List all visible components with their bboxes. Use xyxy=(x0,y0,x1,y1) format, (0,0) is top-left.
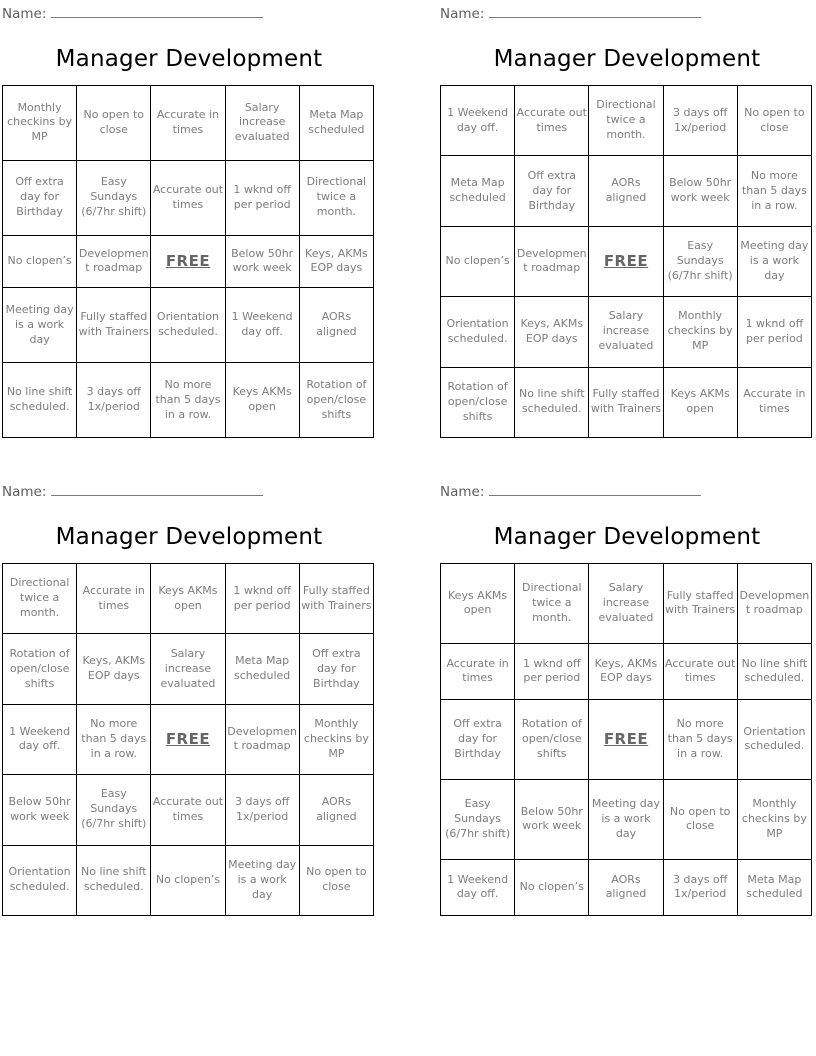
bingo-cell[interactable]: Accurate out times xyxy=(151,775,225,845)
bingo-cell[interactable]: AORs aligned xyxy=(299,775,373,845)
name-label: Name: xyxy=(2,6,47,22)
grid-row xyxy=(441,297,812,367)
bingo-cell[interactable]: Keys AKMs open xyxy=(441,564,515,644)
bingo-cell[interactable]: Keys, AKMs EOP days xyxy=(299,235,373,287)
grid-row xyxy=(441,643,812,699)
name-row xyxy=(2,482,376,500)
grid-row xyxy=(3,363,374,438)
name-blank-line[interactable] xyxy=(51,482,263,496)
bingo-cell[interactable]: Off extra day for Birthday xyxy=(299,634,373,704)
bingo-grid xyxy=(440,563,812,916)
grid-row xyxy=(441,86,812,156)
bingo-cell[interactable]: Directional twice a month. xyxy=(3,564,77,634)
bingo-grid xyxy=(440,85,812,438)
name-label: Name: xyxy=(440,484,485,500)
bingo-cell[interactable]: 1 wknd off per period xyxy=(225,160,299,235)
bingo-cell[interactable]: Accurate in times xyxy=(441,643,515,699)
bingo-cell[interactable]: Directional twice a month. xyxy=(589,86,663,156)
free-cell[interactable]: FREE xyxy=(589,699,663,779)
bingo-cell[interactable]: No more than 5 days in a row. xyxy=(151,363,225,438)
grid-row xyxy=(441,564,812,644)
bingo-cell[interactable]: AORs aligned xyxy=(589,859,663,915)
bingo-cell[interactable]: AORs aligned xyxy=(299,288,373,363)
grid-row xyxy=(441,859,812,915)
bingo-cell[interactable]: Salary increase evaluated xyxy=(225,86,299,161)
bingo-cell[interactable]: Directional twice a month. xyxy=(299,160,373,235)
bingo-cell[interactable]: Accurate in times xyxy=(151,86,225,161)
free-cell[interactable]: FREE xyxy=(151,704,225,774)
bingo-cell[interactable]: Salary increase evaluated xyxy=(589,564,663,644)
bingo-cell[interactable]: No clopen’s xyxy=(515,859,589,915)
bingo-cell[interactable]: No clopen’s xyxy=(441,226,515,296)
bingo-cell[interactable]: No open to close xyxy=(77,86,151,161)
name-row xyxy=(2,4,376,22)
bingo-cell[interactable]: No open to close xyxy=(663,779,737,859)
card-title: Manager Development xyxy=(55,524,323,550)
bingo-cell[interactable]: Accurate out times xyxy=(515,86,589,156)
bingo-cell[interactable]: Off extra day for Birthday xyxy=(441,699,515,779)
bingo-cell[interactable]: No more than 5 days in a row. xyxy=(663,699,737,779)
bingo-cell[interactable]: Meeting day is a work day xyxy=(737,226,811,296)
bingo-cell[interactable]: Accurate in times xyxy=(77,564,151,634)
bingo-cell[interactable]: Fully staffed with Trainers xyxy=(663,564,737,644)
bingo-cell[interactable]: No open to close xyxy=(299,845,373,915)
grid-row xyxy=(441,699,812,779)
bingo-cell[interactable]: Rotation of open/close shifts xyxy=(299,363,373,438)
bingo-cell[interactable]: 1 Weekend day off. xyxy=(225,288,299,363)
grid-row xyxy=(3,86,374,161)
card-title: Manager Development xyxy=(493,524,761,550)
bingo-cell[interactable]: Orientation scheduled. xyxy=(151,288,225,363)
bingo-cell[interactable]: No open to close xyxy=(737,86,811,156)
name-row xyxy=(440,4,814,22)
grid-row xyxy=(3,704,374,774)
grid-row xyxy=(3,160,374,235)
bingo-cell[interactable]: Orientation scheduled. xyxy=(441,297,515,367)
bingo-cell[interactable]: No line shift scheduled. xyxy=(515,367,589,437)
bingo-cell[interactable]: Monthly checkins by MP xyxy=(3,86,77,161)
bingo-cell[interactable]: Easy Sundays (6/7hr shift) xyxy=(77,775,151,845)
bingo-grid xyxy=(2,85,374,438)
name-label: Name: xyxy=(2,484,47,500)
bingo-cell[interactable]: Development roadmap xyxy=(225,704,299,774)
name-blank-line[interactable] xyxy=(489,482,701,496)
bingo-cell[interactable]: No more than 5 days in a row. xyxy=(77,704,151,774)
bingo-cell[interactable]: Monthly checkins by MP xyxy=(737,779,811,859)
bingo-cell[interactable]: Meta Map scheduled xyxy=(299,86,373,161)
grid-row xyxy=(441,226,812,296)
bingo-cell[interactable]: Off extra day for Birthday xyxy=(515,156,589,226)
bingo-cell[interactable]: Keys AKMs open xyxy=(663,367,737,437)
bingo-cell[interactable]: Easy Sundays (6/7hr shift) xyxy=(663,226,737,296)
free-cell[interactable]: FREE xyxy=(151,235,225,287)
bingo-cell[interactable]: No line shift scheduled. xyxy=(737,643,811,699)
bingo-cell[interactable]: Directional twice a month. xyxy=(515,564,589,644)
bingo-cell[interactable]: 1 wknd off per period xyxy=(515,643,589,699)
bingo-cell[interactable]: Meeting day is a work day xyxy=(3,288,77,363)
name-blank-line[interactable] xyxy=(489,4,701,18)
bingo-cell[interactable]: Keys AKMs open xyxy=(151,564,225,634)
bingo-cell[interactable]: Below 50hr work week xyxy=(3,775,77,845)
bingo-cell[interactable]: 1 wknd off per period xyxy=(225,564,299,634)
bingo-cell[interactable]: 3 days off 1x/period xyxy=(663,86,737,156)
bingo-cell[interactable]: Rotation of open/close shifts xyxy=(3,634,77,704)
bingo-cell[interactable]: Accurate out times xyxy=(663,643,737,699)
bingo-cell[interactable]: Below 50hr work week xyxy=(515,779,589,859)
bingo-grid xyxy=(2,563,374,916)
grid-row xyxy=(3,634,374,704)
grid-row xyxy=(3,288,374,363)
name-row xyxy=(440,482,814,500)
grid-row xyxy=(3,845,374,915)
bingo-cell[interactable]: 1 Weekend day off. xyxy=(441,86,515,156)
bingo-cell[interactable]: No more than 5 days in a row. xyxy=(737,156,811,226)
bingo-cell[interactable]: Meta Map scheduled xyxy=(225,634,299,704)
bingo-cell[interactable]: Below 50hr work week xyxy=(225,235,299,287)
card-title: Manager Development xyxy=(493,46,761,72)
bingo-cell[interactable]: Keys, AKMs EOP days xyxy=(515,297,589,367)
bingo-cell[interactable]: Development roadmap xyxy=(737,564,811,644)
bingo-cell[interactable]: Development roadmap xyxy=(515,226,589,296)
card-title: Manager Development xyxy=(55,46,323,72)
bingo-cell[interactable]: Salary increase evaluated xyxy=(151,634,225,704)
free-cell[interactable]: FREE xyxy=(589,226,663,296)
bingo-cell[interactable]: Easy Sundays (6/7hr shift) xyxy=(77,160,151,235)
grid-row xyxy=(441,367,812,437)
bingo-cell[interactable]: Below 50hr work week xyxy=(663,156,737,226)
bingo-cell[interactable]: Development roadmap xyxy=(77,235,151,287)
bingo-cell[interactable]: 1 Weekend day off. xyxy=(441,859,515,915)
bingo-cell[interactable]: No clopen’s xyxy=(3,235,77,287)
bingo-cell[interactable]: 3 days off 1x/period xyxy=(77,363,151,438)
bingo-cell[interactable]: 3 days off 1x/period xyxy=(225,775,299,845)
bingo-cell[interactable]: Rotation of open/close shifts xyxy=(515,699,589,779)
bingo-cell[interactable]: Monthly checkins by MP xyxy=(299,704,373,774)
bingo-cell[interactable]: Meta Map scheduled xyxy=(441,156,515,226)
bingo-card xyxy=(2,4,376,438)
bingo-cell[interactable]: 1 wknd off per period xyxy=(737,297,811,367)
bingo-cell[interactable]: Accurate in times xyxy=(737,367,811,437)
bingo-cell[interactable]: Orientation scheduled. xyxy=(737,699,811,779)
bingo-cell[interactable]: 1 Weekend day off. xyxy=(3,704,77,774)
bingo-cell[interactable]: Rotation of open/close shifts xyxy=(441,367,515,437)
bingo-card xyxy=(440,4,814,438)
bingo-cell[interactable]: Keys, AKMs EOP days xyxy=(589,643,663,699)
bingo-cell[interactable]: AORs aligned xyxy=(589,156,663,226)
bingo-cell[interactable]: Off extra day for Birthday xyxy=(3,160,77,235)
grid-row xyxy=(441,779,812,859)
bingo-cell[interactable]: Monthly checkins by MP xyxy=(663,297,737,367)
bingo-cell[interactable]: Easy Sundays (6/7hr shift) xyxy=(441,779,515,859)
bingo-cell[interactable]: Keys AKMs open xyxy=(225,363,299,438)
grid-row xyxy=(3,235,374,287)
bingo-cell[interactable]: No line shift scheduled. xyxy=(3,363,77,438)
name-blank-line[interactable] xyxy=(51,4,263,18)
bingo-cell[interactable]: 3 days off 1x/period xyxy=(663,859,737,915)
bingo-cell[interactable]: Fully staffed with Trainers xyxy=(589,367,663,437)
name-label: Name: xyxy=(440,6,485,22)
bingo-cell[interactable]: Fully staffed with Trainers xyxy=(77,288,151,363)
bingo-cell[interactable]: Orientation scheduled. xyxy=(3,845,77,915)
bingo-cell[interactable]: Keys, AKMs EOP days xyxy=(77,634,151,704)
bingo-cell[interactable]: No line shift scheduled. xyxy=(77,845,151,915)
grid-row xyxy=(3,564,374,634)
grid-row xyxy=(441,156,812,226)
bingo-cell[interactable]: No clopen’s xyxy=(151,845,225,915)
bingo-cell[interactable]: Accurate out times xyxy=(151,160,225,235)
grid-row xyxy=(3,775,374,845)
bingo-card xyxy=(2,482,376,916)
bingo-cell[interactable]: Meta Map scheduled xyxy=(737,859,811,915)
bingo-cell[interactable]: Salary increase evaluated xyxy=(589,297,663,367)
bingo-cell[interactable]: Meeting day is a work day xyxy=(589,779,663,859)
bingo-card xyxy=(440,482,814,916)
bingo-cell[interactable]: Meeting day is a work day xyxy=(225,845,299,915)
bingo-cell[interactable]: Fully staffed with Trainers xyxy=(299,564,373,634)
